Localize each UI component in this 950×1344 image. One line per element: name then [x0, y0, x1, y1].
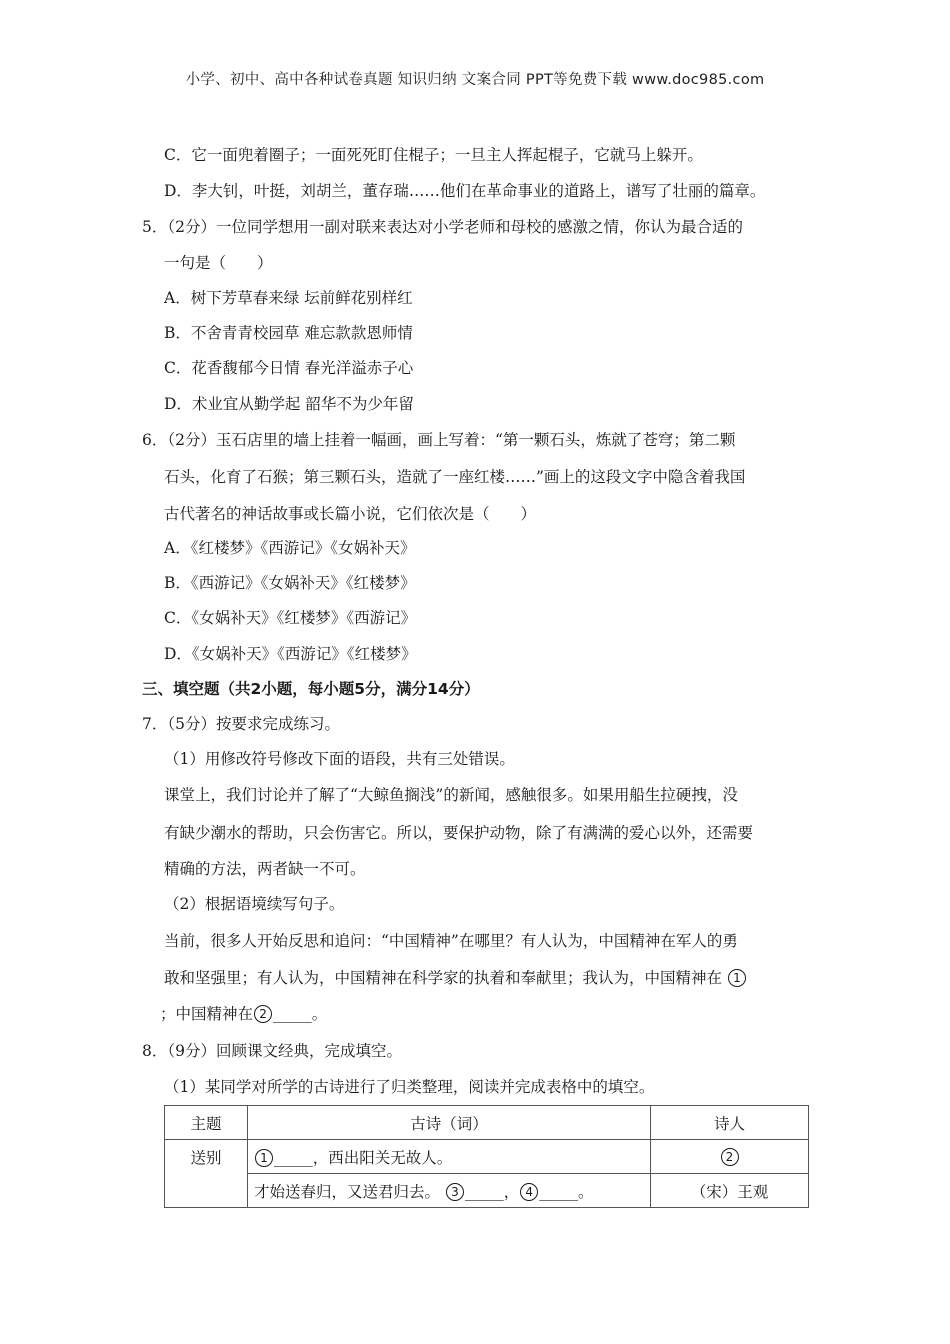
cell-poet-row2: （宋）王观	[651, 1174, 809, 1208]
q7-paragraph2-line2	[164, 967, 747, 989]
header-poem: 古诗（词）	[248, 1106, 651, 1140]
q6-option-d: D．《女娲补天》《西游记》《红楼梦》	[164, 645, 417, 663]
table-row	[165, 1140, 809, 1174]
q7-paragraph1-line2: 有缺少潮水的帮助，只会伤害它。所以，要保护动物，除了有满满的爱心以外，还需要	[164, 824, 754, 842]
header-poet: 诗人	[651, 1106, 809, 1140]
q6-stem-line2: 石头，化育了石猴；第三颗石头，造就了一座红楼……”画上的这段文字中隐含着我国	[164, 468, 746, 486]
circled-number-2: 2	[721, 1148, 739, 1166]
q4-option-c: C．它一面兜着圈子；一面死死盯住棍子；一旦主人挥起棍子，它就马上躲开。	[164, 146, 703, 164]
cell-poem-row1	[248, 1140, 651, 1174]
q5-stem-line2: 一句是（ ）	[164, 254, 273, 272]
q7-paragraph2-line1: 当前，很多人开始反思和追问：“中国精神”在哪里？有人认为，中国精神在军人的勇	[164, 932, 738, 950]
q8-part1-instruction: （1）某同学对所学的古诗进行了归类整理，阅读并完成表格中的填空。	[164, 1078, 655, 1096]
row2-text: 才始送春归，又送君归去。	[254, 1182, 441, 1201]
q5-option-c: C．花香馥郁今日情 春光洋溢赤子心	[164, 359, 414, 377]
table-row	[165, 1174, 809, 1208]
q7-paragraph2-line3	[160, 1003, 327, 1025]
circled-number-2: 2	[254, 1005, 272, 1023]
q7-stem: 7．（5分）按要求完成练习。	[142, 715, 340, 733]
page-header-banner: 小学、初中、高中各种试卷真题 知识归纳 文案合同 PPT等免费下载 www.doc985.com	[185, 72, 765, 88]
q7-paragraph2-line2-text: 敢和坚强里；有人认为，中国精神在科学家的执着和奉献里；我认为，中国精神在	[164, 969, 723, 987]
cell-poem-row2	[248, 1174, 651, 1208]
circled-number-1: 1	[255, 1149, 273, 1167]
cell-poet-row1[interactable]	[651, 1140, 809, 1174]
cell-theme-farewell: 送别	[165, 1140, 248, 1208]
q7-part1-instruction: （1）用修改符号修改下面的语段，共有三处错误。	[164, 750, 515, 768]
row2-end: 。	[577, 1182, 594, 1201]
row2-blank-4[interactable]: _____	[539, 1182, 578, 1201]
row2-comma: ，	[503, 1182, 520, 1201]
table-header-row	[165, 1106, 809, 1140]
q7-line3-text-b: 。	[311, 1005, 328, 1023]
circled-number-1: 1	[728, 969, 746, 987]
header-theme: 主题	[165, 1106, 248, 1140]
q7-line3-text-a: ；中国精神在	[160, 1005, 254, 1023]
q7-paragraph1-line1: 课堂上，我们讨论并了解了“大鲸鱼搁浅”的新闻，感触很多。如果用船生拉硬拽，没	[164, 786, 738, 804]
q5-option-a: A．树下芳草春来绿 坛前鲜花别样红	[164, 289, 413, 307]
row1-blank[interactable]: _____	[274, 1148, 313, 1167]
q7-part2-instruction: （2）根据语境续写句子。	[164, 895, 345, 913]
q5-stem-line1: 5．（2分）一位同学想用一副对联来表达对小学老师和母校的感激之情，你认为最合适的	[142, 218, 743, 236]
row2-blank-3[interactable]: _____	[464, 1182, 504, 1201]
circled-number-3: 3	[446, 1183, 464, 1201]
q6-option-c: C．《女娲补天》《红楼梦》《西游记》	[164, 609, 417, 627]
poem-table	[164, 1105, 809, 1208]
section-3-heading: 三、填空题（共2小题，每小题5分，满分14分）	[142, 680, 480, 698]
q5-option-d: D．术业宜从勤学起 韶华不为少年留	[164, 395, 414, 413]
q4-option-d: D．李大钊，叶挺，刘胡兰，董存瑞……他们在革命事业的道路上，谱写了壮丽的篇章。	[164, 182, 766, 200]
q8-stem: 8．（9分）回顾课文经典，完成填空。	[142, 1042, 402, 1060]
circled-number-4: 4	[520, 1183, 538, 1201]
q6-stem-line1: 6．（2分）玉石店里的墙上挂着一幅画，画上写着：“第一颗石头，炼就了苍穹；第二颗	[142, 431, 736, 449]
q6-option-a: A．《红楼梦》《西游记》《女娲补天》	[164, 539, 416, 557]
q6-option-b: B．《西游记》《女娲补天》《红楼梦》	[164, 574, 416, 592]
row1-text: ，西出阳关无故人。	[312, 1148, 453, 1167]
q7-paragraph1-line3: 精确的方法，两者缺一不可。	[164, 860, 366, 878]
q6-stem-line3: 古代著名的神话故事或长篇小说，它们依次是（ ）	[164, 505, 537, 523]
q7-blank-2[interactable]: _____	[273, 1005, 312, 1023]
q5-option-b: B．不舍青青校园草 难忘款款恩师情	[164, 324, 413, 342]
